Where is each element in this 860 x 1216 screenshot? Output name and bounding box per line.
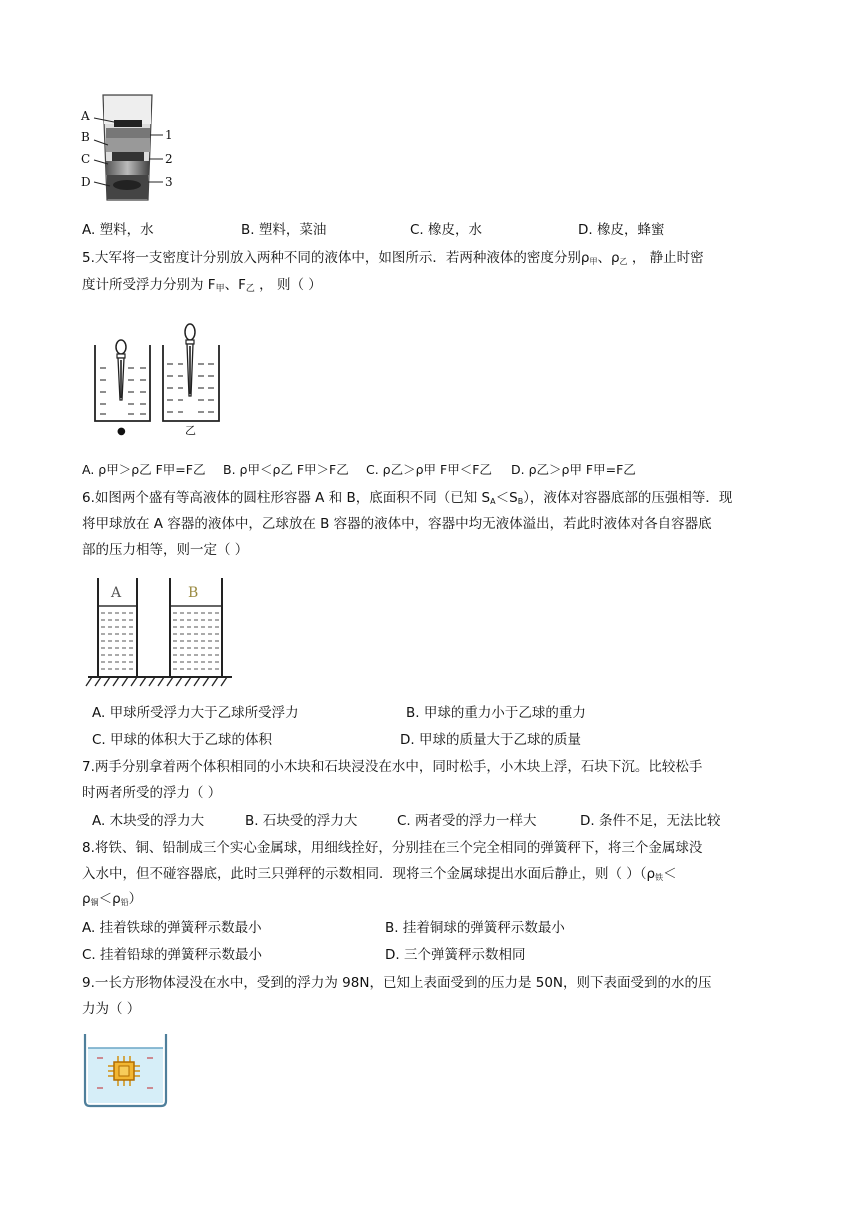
q4-option-b[interactable]: B. 塑料，菜油 <box>241 222 327 238</box>
q6-figure-label-b: B <box>188 585 199 601</box>
q5-option-d[interactable]: D. ρ乙＞ρ甲 F甲=F乙 <box>511 462 636 477</box>
q5-figure-label-left: ● <box>117 426 126 437</box>
q4-figure-label-a: A <box>81 109 90 123</box>
q9-stem-line-1: 9.一长方形物体浸没在水中，受到的浮力为 98N，已知上表面受到的压力是 50N，则下表面受到的水的压 <box>82 975 712 991</box>
q8-option-a[interactable]: A. 挂着铁球的弹簧秤示数最小 <box>82 920 262 936</box>
q4-figure-label-c: C <box>81 152 91 166</box>
q7-stem-line-1: 7.两手分别拿着两个体积相同的小木块和石块浸没在水中，同时松手，小木块上浮，石块下沉。比较松手 <box>82 759 703 775</box>
q7-stem-line-2: 时两者所受的浮力（ ） <box>82 785 222 801</box>
q5-stem-line-1: 5.大军将一支密度计分别放入两种不同的液体中，如图所示．若两种液体的密度分别$\rho_甲$、$\rho_乙$ ， 静止时密 <box>82 250 704 266</box>
q4-figure-label-1: 1 <box>165 128 173 142</box>
q5-option-c[interactable]: C. ρ乙＞ρ甲 F甲＜F乙 <box>366 462 492 477</box>
q8-stem-line-1: 8.将铁、铜、铅制成三个实心金属球，用细线拴好，分别挂在三个完全相同的弹簧秤下，将三个金属球没 <box>82 840 703 856</box>
q5-figure-label-right: 乙 <box>185 424 196 437</box>
q4-figure-label-2: 2 <box>165 152 173 166</box>
q6-option-d[interactable]: D. 甲球的质量大于乙球的质量 <box>400 732 581 748</box>
q8-stem-line-2: 入水中，但不碰容器底，此时三只弹秤的示数相同．现将三个金属球提出水面后静止，则（ ）（$\rho_铁<$ <box>82 866 677 882</box>
q7-option-a[interactable]: A. 木块受的浮力大 <box>92 813 205 829</box>
q4-figure-label-3: 3 <box>165 175 173 189</box>
q4-figure-label-b: B <box>81 130 90 144</box>
q8-option-c[interactable]: C. 挂着铅球的弹簧秤示数最小 <box>82 947 263 963</box>
q5-stem-line-2: 度计所受浮力分别为 $F_甲$、$F_乙$ ， 则（ ） <box>82 277 322 294</box>
q6-option-b[interactable]: B. 甲球的重力小于乙球的重力 <box>406 705 586 721</box>
q7-option-d[interactable]: D. 条件不足，无法比较 <box>580 813 721 829</box>
q6-stem-line-3: 部的压力相等，则一定（ ） <box>82 542 249 558</box>
q5-option-b[interactable]: B. ρ甲＜ρ乙 F甲＞F乙 <box>223 462 349 477</box>
q7-option-c[interactable]: C. 两者受的浮力一样大 <box>397 813 537 829</box>
q4-option-c[interactable]: C. 橡皮，水 <box>410 222 483 238</box>
q8-stem-line-3: $\rho_铜<\rho_铅$） <box>82 891 143 907</box>
q6-option-a[interactable]: A. 甲球所受浮力大于乙球所受浮力 <box>92 705 299 721</box>
q6-option-c[interactable]: C. 甲球的体积大于乙球的体积 <box>92 732 273 748</box>
q7-option-b[interactable]: B. 石块受的浮力大 <box>245 813 358 829</box>
q4-option-d[interactable]: D. 橡皮，蜂蜜 <box>578 222 665 238</box>
q8-option-d[interactable]: D. 三个弹簧秤示数相同 <box>385 947 526 963</box>
q4-option-a[interactable]: A. 塑料，水 <box>82 222 154 238</box>
q6-figure-label-a: A <box>111 585 122 601</box>
q8-option-b[interactable]: B. 挂着铜球的弹簧秤示数最小 <box>385 920 565 936</box>
q6-stem-line-2: 将甲球放在 A 容器的液体中，乙球放在 B 容器的液体中，容器中均无液体溢出，若此时液体对各自容器底 <box>82 516 712 532</box>
q5-option-a[interactable]: A. ρ甲＞ρ乙 F甲=F乙 <box>82 462 206 477</box>
q4-figure-label-d: D <box>81 175 91 189</box>
q9-stem-line-2: 力为（ ） <box>82 1001 141 1017</box>
q6-stem-line-1: 6.如图两个盛有等高液体的圆柱形容器 A 和 B，底面积不同（已知 $S_A<S_B$），液体对容器底部的压强相等．现 <box>82 490 733 506</box>
